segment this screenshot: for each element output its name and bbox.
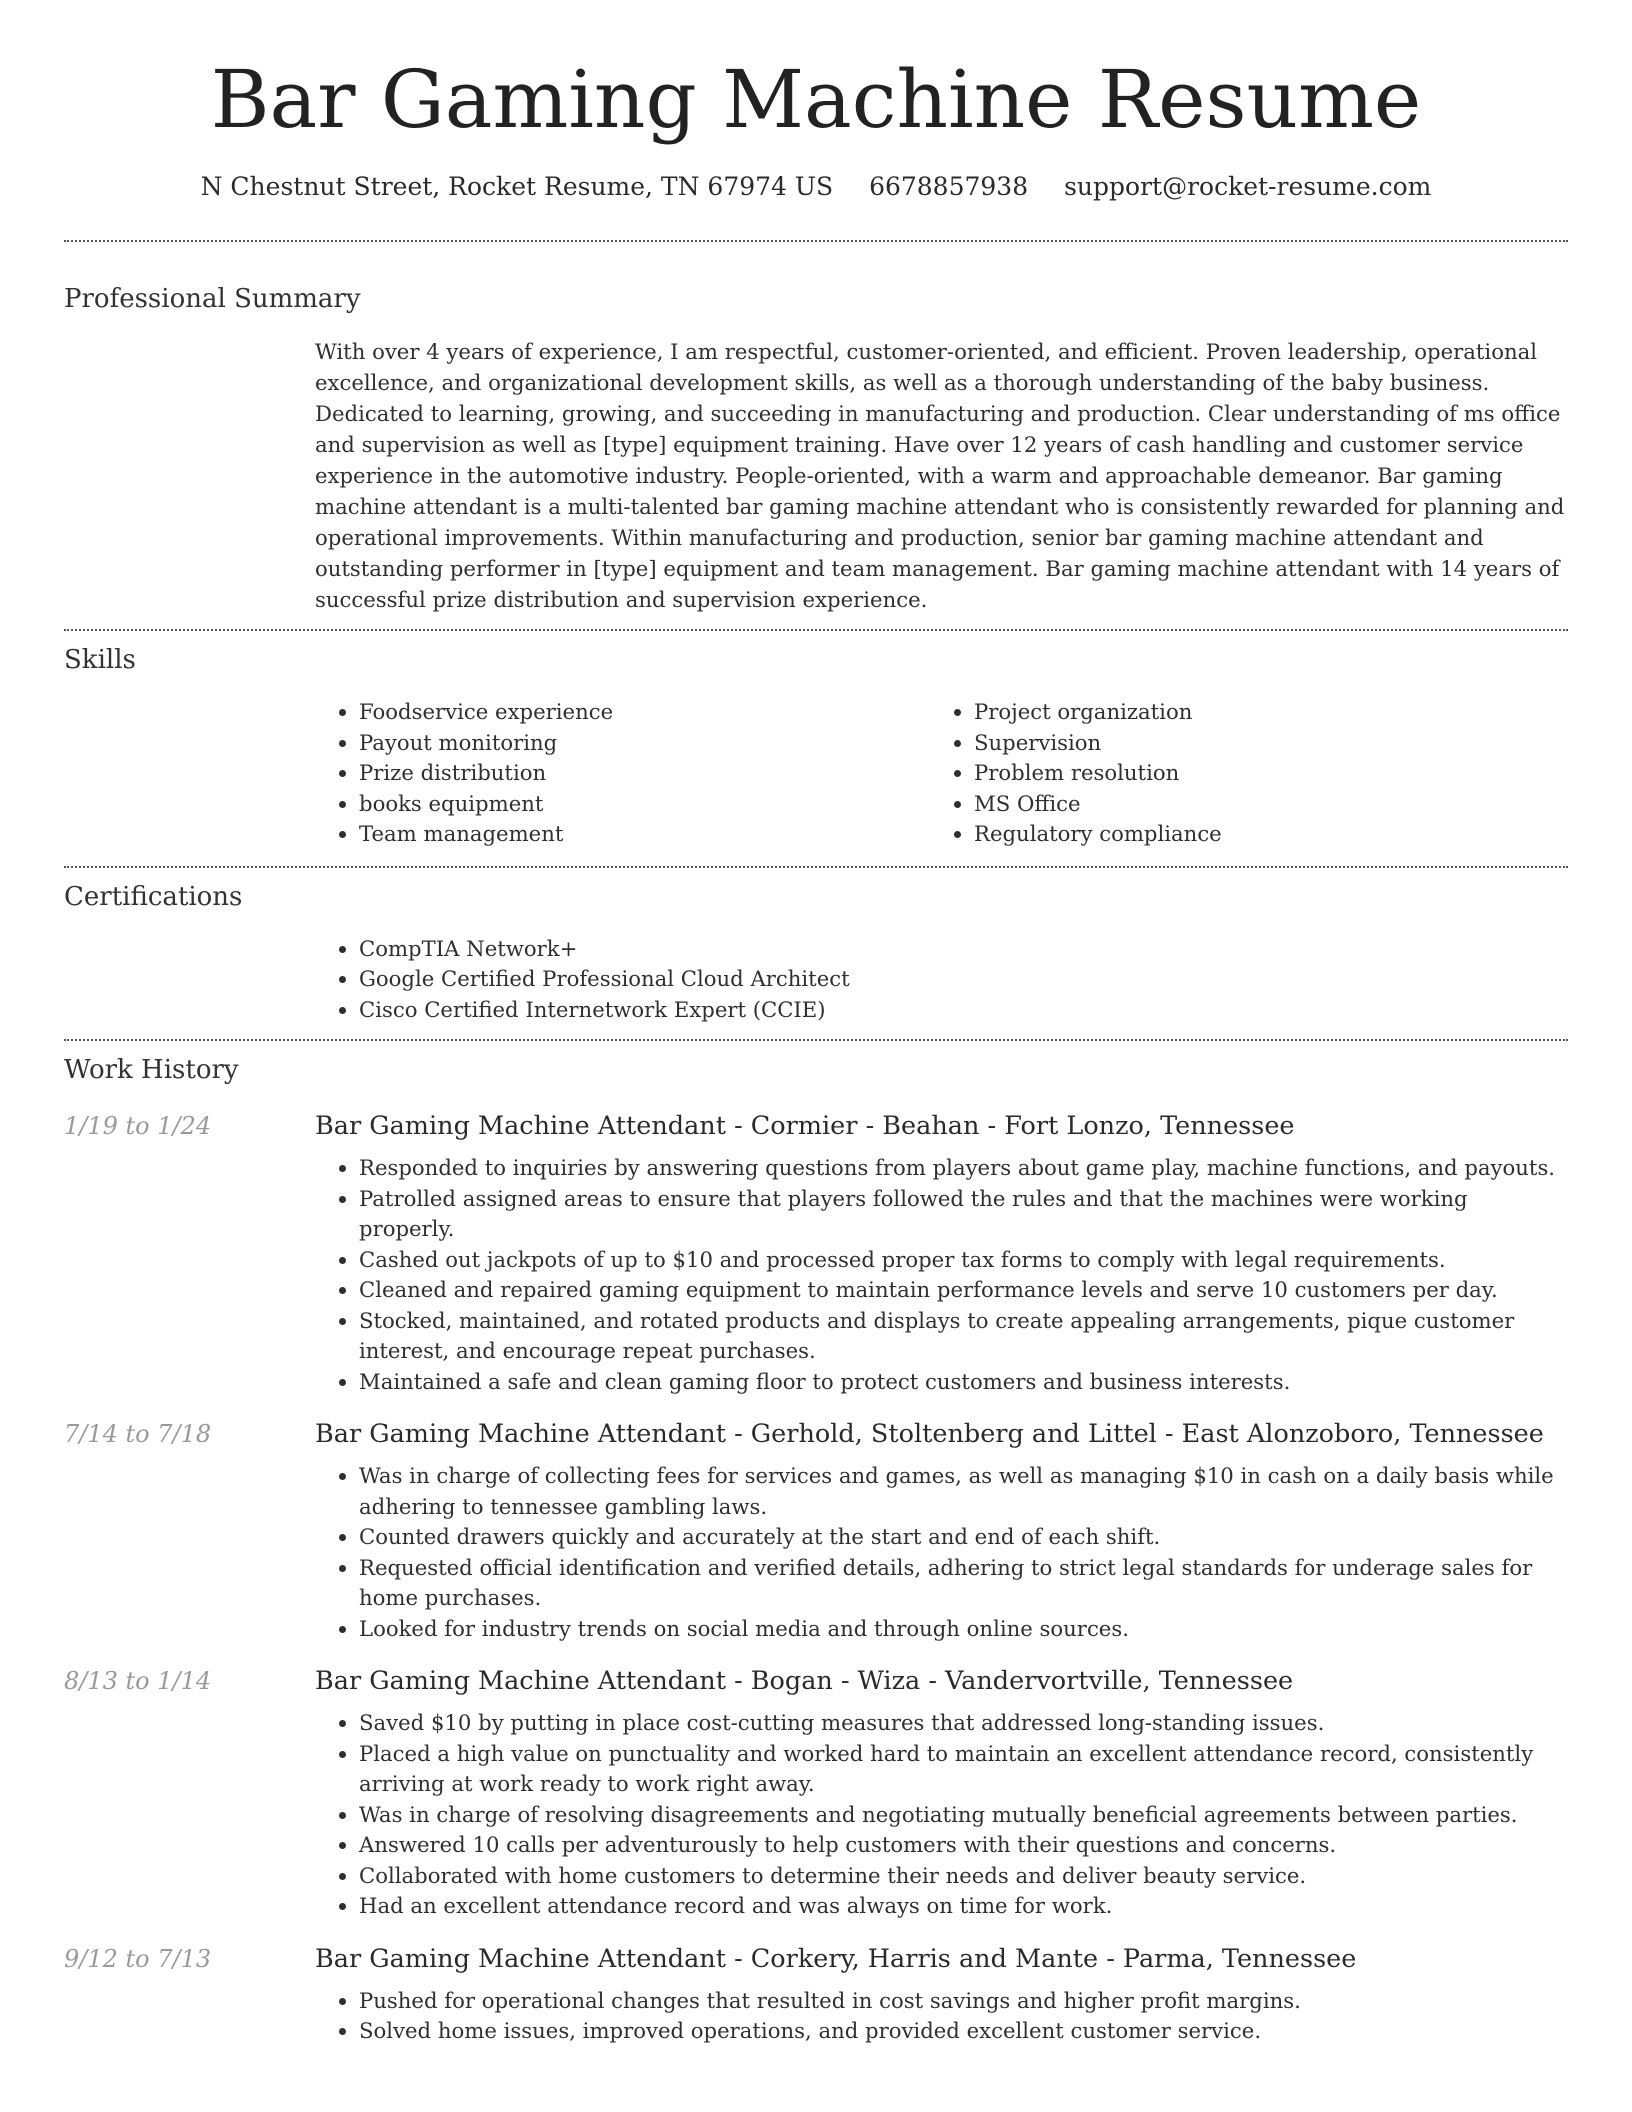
work-section [64, 1053, 1568, 2047]
job-title: Bar Gaming Machine Attendant - Corkery, Harris and Mante - Parma, Tennessee [315, 1943, 1357, 1974]
divider [64, 1039, 1568, 1041]
job-dates: 7/14 to 7/18 [64, 1420, 212, 1448]
skill-item: • Prize distribution [359, 758, 930, 789]
job-bullet: • Was in charge of resolving disagreements and negotiating mutually beneficial agreements between parties. [359, 1800, 1568, 1831]
resume-title: Bar Gaming Machine Resume [210, 53, 1422, 146]
job-bullet: • Answered 10 calls per adventurously to help customers with their questions and concerns. [359, 1830, 1568, 1861]
job-bullet: • Cashed out jackpots of up to $10 and processed proper tax forms to comply with legal requirements. [359, 1245, 1568, 1276]
job-bullets [315, 1153, 1568, 1397]
job-title: Bar Gaming Machine Attendant - Gerhold, Stoltenberg and Littel - East Alonzoboro, Tennessee [315, 1419, 1544, 1449]
work-heading: Work History [64, 1055, 239, 1085]
job-title: Bar Gaming Machine Attendant - Bogan - Wiza - Vandervortville, Tennessee [315, 1666, 1294, 1696]
job-bullet: • Counted drawers quickly and accurately at the start and end of each shift. [359, 1522, 1568, 1553]
skills-list-right [930, 697, 1545, 850]
job-bullets [315, 1708, 1568, 1922]
certification-item: • Google Certified Professional Cloud Architect [359, 964, 1568, 995]
skill-item: • Payout monitoring [359, 728, 930, 759]
skill-item: • Supervision [974, 728, 1545, 759]
job-bullet: • Was in charge of collecting fees for services and games, as well as managing $10 in cash on a daily basis while adhering to tennessee gambling laws. [359, 1461, 1568, 1522]
certifications-body [315, 934, 1568, 1026]
skills-column-right [930, 697, 1545, 850]
job-bullet: • Requested official identification and verified details, adhering to strict legal standards for underage sales for home purchases. [359, 1553, 1568, 1614]
job-bullet: • Solved home issues, improved operations, and provided excellent customer service. [359, 2016, 1568, 2047]
job-bullet: • Pushed for operational changes that resulted in cost savings and higher profit margins. [359, 1986, 1568, 2017]
contact-phone: 6678857938 [869, 172, 1029, 201]
skill-item: • books equipment [359, 789, 930, 820]
skill-item: • Problem resolution [974, 758, 1545, 789]
job-title: Bar Gaming Machine Attendant - Cormier - Beahan - Fort Lonzo, Tennessee [315, 1111, 1295, 1141]
job-dates: 1/19 to 1/24 [64, 1112, 212, 1140]
job-bullet: • Placed a high value on punctuality and worked hard to maintain an excellent attendance record, consistently arriving at work ready to work right away. [359, 1739, 1568, 1800]
contact-email: support@rocket-resume.com [1064, 172, 1432, 201]
summary-section [64, 282, 1568, 615]
divider [64, 629, 1568, 631]
certifications-list [315, 934, 1568, 1026]
skill-item: • MS Office [974, 789, 1545, 820]
job-entry [64, 1109, 1568, 1397]
job-bullet: • Patrolled assigned areas to ensure that players followed the rules and that the machines were working properly. [359, 1184, 1568, 1245]
summary-heading: Professional Summary [64, 284, 361, 314]
skills-column-left [315, 697, 930, 850]
skills-list-left [315, 697, 930, 850]
contact-address: N Chestnut Street, Rocket Resume, TN 67974 US [200, 172, 834, 201]
skill-item: • Regulatory compliance [974, 819, 1545, 850]
job-bullet: • Maintained a safe and clean gaming floor to protect customers and business interests. [359, 1367, 1568, 1398]
summary-text: With over 4 years of experience, I am respectful, customer-oriented, and efficient. Proven leadership, operational excellence, and organizational development skills, as well as a thorough understanding of the baby business. Dedicated to learning, growing, and succeeding in manufacturing and production. Clear understanding of ms office and supervision as well as [type] equipment training. Have over 12 years of cash handling and customer service experience in the automotive industry. People-oriented, with a warm and approachable demeanor. Bar gaming machine attendant is a multi-talented bar gaming machine attendant who is consistently rewarded for planning and operational improvements. Within manufacturing and production, senior bar gaming machine attendant and outstanding performer in [type] equipment and team management. Bar gaming machine attendant with 14 years of successful prize distribution and supervision experience. [315, 339, 1565, 612]
job-dates: 9/12 to 7/13 [64, 1944, 212, 1973]
job-bullets [315, 1461, 1568, 1644]
divider [64, 240, 1568, 242]
job-bullet: • Collaborated with home customers to determine their needs and deliver beauty service. [359, 1861, 1568, 1892]
job-bullet: • Looked for industry trends on social media and through online sources. [359, 1614, 1568, 1645]
certification-item: • Cisco Certified Internetwork Expert (CCIE) [359, 995, 1568, 1026]
job-entry [64, 1942, 1568, 2047]
skills-grid [315, 697, 1568, 850]
job-bullet: • Cleaned and repaired gaming equipment to maintain performance levels and serve 10 customers per day. [359, 1275, 1568, 1306]
certifications-section [64, 880, 1568, 1026]
job-bullet: • Stocked, maintained, and rotated products and displays to create appealing arrangements, pique customer interest, and encourage repeat purchases. [359, 1306, 1568, 1367]
jobs-list [64, 1109, 1568, 2047]
skill-item: • Project organization [974, 697, 1545, 728]
job-entry [64, 1664, 1568, 1922]
skill-item: • Foodservice experience [359, 697, 930, 728]
certification-item: • CompTIA Network+ [359, 934, 1568, 965]
skill-item: • Team management [359, 819, 930, 850]
job-bullets [315, 1986, 1568, 2047]
job-entry [64, 1417, 1568, 1644]
divider [64, 866, 1568, 868]
job-bullet: • Responded to inquiries by answering questions from players about game play, machine functions, and payouts. [359, 1153, 1568, 1184]
contact-line [64, 170, 1568, 204]
job-bullet: • Saved $10 by putting in place cost-cutting measures that addressed long-standing issues. [359, 1708, 1568, 1739]
job-dates: 8/13 to 1/14 [64, 1667, 212, 1695]
certifications-heading: Certifications [64, 881, 243, 912]
resume-page [64, 0, 1568, 2067]
job-bullet: • Had an excellent attendance record and was always on time for work. [359, 1891, 1568, 1922]
skills-heading: Skills [64, 645, 136, 675]
skills-section [64, 643, 1568, 850]
